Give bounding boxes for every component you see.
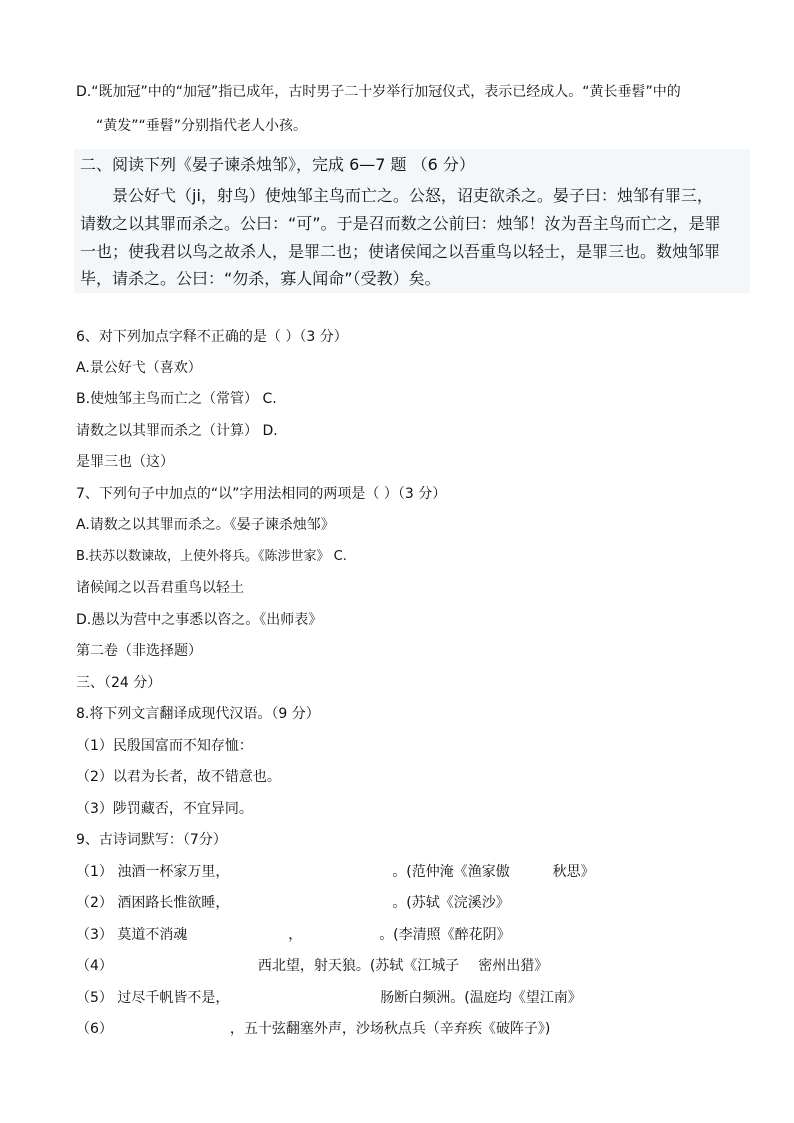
poem-line: 西北望，射天狼。(苏轼《江城子 <box>257 958 460 974</box>
option-a: A.景公好弋（喜欢） <box>76 360 202 376</box>
section-title: 二、阅读下列《晏子谏杀烛邹》，完成 6—7 题 （6 分） <box>80 155 475 174</box>
part-title: 第二卷（非选择题） <box>76 643 202 659</box>
option-d-line-1: D.“既加冠”中的“加冠”指已成年，古时男子二十岁举行加冠仪式，表示已经成人。“黄长垂髫”中的 <box>76 84 681 100</box>
translation-item: （3）陟罚藏否，不宜异同。 <box>76 801 253 817</box>
passage-line: 一也；使我君以鸟之故杀人，是罪二也；使诸侯闻之以吾重鸟以轻士，是罪三也。数烛邹罪 <box>80 242 721 261</box>
option-b: B.扶苏以数谏故，上使外将兵。《陈涉世家》 C. <box>76 549 347 564</box>
poem-line: 莫道不消魂 <box>117 927 188 943</box>
option-c: 诸候闻之以吾君重鸟以轻土 <box>76 580 244 596</box>
section-title: 三、（24 分） <box>76 675 162 691</box>
passage-line: 请数之以其罪而杀之。公曰：“可”。于是召而数之公前曰：烛邹！汝为吾主鸟而亡之，是罪 <box>80 214 721 233</box>
translation-item: （1）民殷国富而不知存恤： <box>76 738 253 754</box>
source-text: 。(范仲淹《渔家傲 <box>392 864 510 880</box>
source-text: 密州出猎》 <box>478 958 549 974</box>
poem-line: 过尽千帆皆不是， <box>117 990 230 1006</box>
source-text: 。(李清照《醉花阴》 <box>379 927 511 943</box>
option-c: 请数之以其罪而杀之（计算） D. <box>76 423 278 439</box>
option-b: B.使烛邹主鸟而亡之（常管） C. <box>76 391 277 407</box>
question-stem: 8.将下列文言翻译成现代汉语。（9 分） <box>76 706 320 722</box>
poem-line: 浊酒一杯家万里， <box>117 864 230 880</box>
question-stem: 7、下列句子中加点的“以”字用法相同的两项是（ ）（3 分） <box>76 486 447 502</box>
item-number: （4） <box>76 958 113 974</box>
source-text: 肠断白频洲。(温庭均《望江南》 <box>380 990 582 1006</box>
item-number: （1） <box>76 864 113 880</box>
item-number: （6） <box>76 1021 113 1037</box>
option-a: A.请数之以其罪而杀之。《晏子谏杀烛邹》 <box>76 517 335 533</box>
poetry-item <box>76 956 548 976</box>
item-number: （5） <box>76 990 113 1006</box>
poetry-item <box>76 988 582 1008</box>
poetry-item <box>76 925 511 945</box>
source-text: 秋思》 <box>552 864 595 880</box>
item-number: （2） <box>76 895 113 911</box>
option-d-line-2: “黄发”“垂髫”分别指代老人小孩。 <box>96 118 308 134</box>
poetry-item <box>76 1019 550 1039</box>
poetry-item <box>76 862 595 882</box>
punctuation: ， <box>288 927 303 943</box>
item-number: （3） <box>76 927 113 943</box>
translation-item: （2）以君为长者，故不错意也。 <box>76 769 281 785</box>
question-stem: 9、古诗词默写：（7分） <box>76 832 227 848</box>
question-stem: 6、对下列加点字释不正确的是（ ）（3 分） <box>76 329 348 345</box>
poetry-item <box>76 893 510 913</box>
option-d: D.愚以为营中之事悉以咨之。《出师表》 <box>76 612 323 628</box>
passage-line: 毕，请杀之。公曰：“勿杀，寡人闻命”（受教）矣。 <box>80 269 441 288</box>
option-d: 是罪三也（这） <box>76 454 174 470</box>
poem-line: 酒困路长惟欲睡， <box>117 895 230 911</box>
source-text: 。(苏轼《浣溪沙》 <box>392 895 510 911</box>
passage-line: 景公好弋（ji，射鸟）使烛邹主鸟而亡之。公怒，诏吏欲杀之。晏子曰：烛邹有罪三， <box>112 186 713 205</box>
poem-line: ，五十弦翻塞外声，沙场秋点兵（辛弃疾《破阵子》) <box>229 1021 551 1037</box>
